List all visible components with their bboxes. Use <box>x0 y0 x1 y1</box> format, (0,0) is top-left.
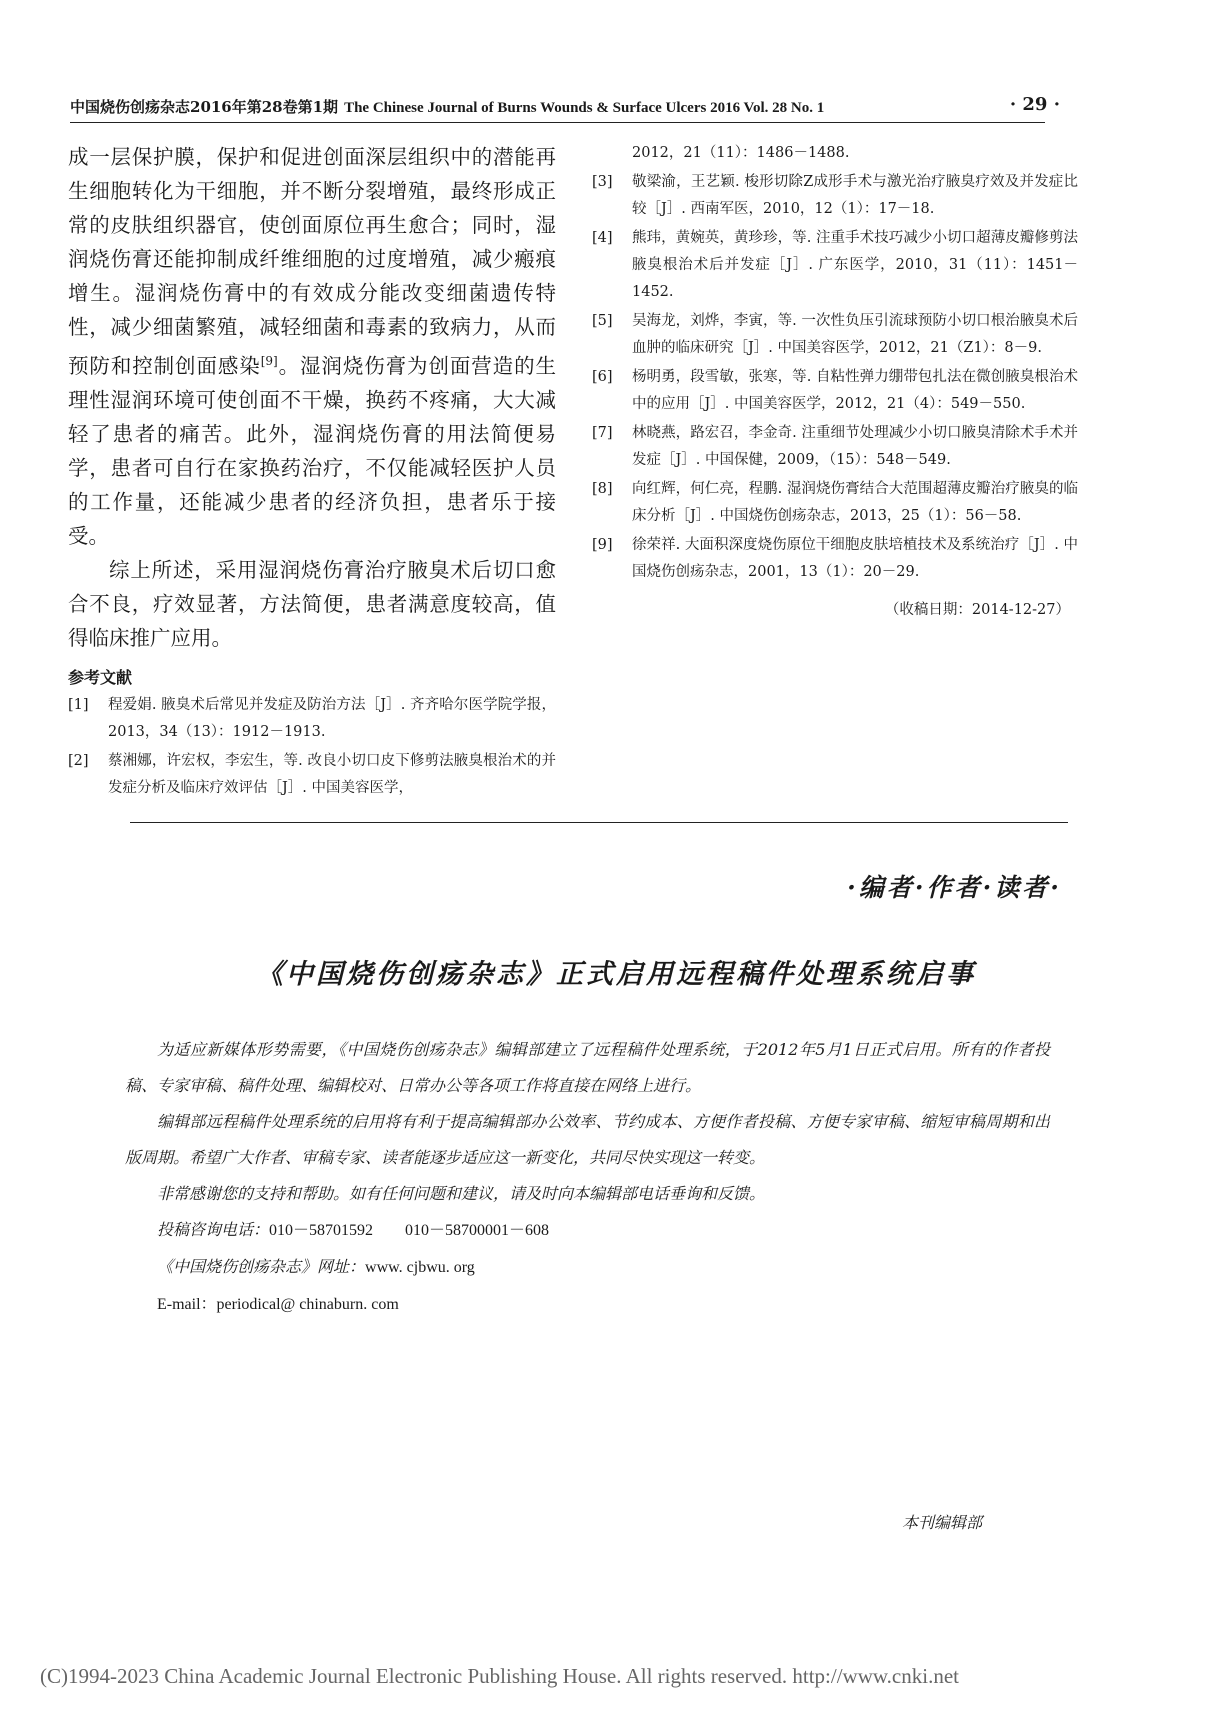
website-label: 《中国烧伤创疡杂志》网址： <box>157 1257 366 1276</box>
paragraph-text: 。湿润烧伤膏为创面营造的生理性湿润环境可使创面不干燥，换药不疼痛，大大减轻了患者的痛苦。此外，湿润烧伤膏的用法简便易学，患者可自行在家换药治疗，不仅能减轻医护人员的工作量，还能减少患者的经济负担，患者乐于接受。 <box>68 353 557 548</box>
reference-number: [5] <box>592 313 613 329</box>
reference-item <box>592 532 1078 586</box>
reference-text: 熊玮，黄婉英，黄珍珍，等. 注重手术技巧减少小切口超薄皮瓣修剪法腋臭根治术后并发症［J］. 广东医学，2010，31（11）：1451－1452. <box>632 230 1078 300</box>
reference-number: [3] <box>592 174 613 190</box>
notice-body <box>125 1032 1050 1323</box>
notice-email-line <box>125 1286 1050 1323</box>
references-heading: 参考文献 <box>68 667 133 687</box>
reference-item <box>68 692 556 746</box>
reference-number: [9] <box>592 537 613 553</box>
notice-phone-line <box>125 1212 1050 1249</box>
reference-number: [1] <box>68 696 89 713</box>
reference-item <box>592 169 1078 223</box>
reference-text: 吴海龙，刘烨，李寅，等. 一次性负压引流球预防小切口根治腋臭术后血肿的临床研究［J］. 中国美容医学，2012，21（Z1）：8－9. <box>632 313 1078 356</box>
reference-number: [4] <box>592 230 613 246</box>
right-column <box>592 140 1078 619</box>
citation-mark: [9] <box>260 354 278 368</box>
copyright-footer: (C)1994-2023 China Academic Journal Electronic Publishing House. All rights reserved. http://www.cnki.net <box>40 1664 959 1688</box>
body-paragraph-conclusion: 综上所述，采用湿润烧伤膏治疗腋臭术后切口愈合不良，疗效显著，方法简便，患者满意度较高，值得临床推广应用。 <box>68 557 556 650</box>
reference-item <box>592 308 1078 362</box>
section-divider <box>130 822 1068 823</box>
reference-item <box>592 420 1078 474</box>
running-header <box>70 96 1060 122</box>
reference-number: [6] <box>592 369 613 385</box>
journal-citation-header <box>70 96 824 117</box>
phone-numbers: 010－58701592 010－58700001－608 <box>269 1222 550 1239</box>
header-en: The Chinese Journal of Burns Wounds & Surface Ulcers 2016 Vol. 28 No. 1 <box>344 100 825 116</box>
received-date: （收稿日期：2014-12-27） <box>884 602 1070 618</box>
reference-text: 徐荣祥. 大面积深度烧伤原位干细胞皮肤培植技术及系统治疗［J］. 中国烧伤创疡杂志，2001，13（1）：20－29. <box>632 537 1078 580</box>
header-divider <box>70 122 1045 123</box>
notice-paragraph-2: 编辑部远程稿件处理系统的启用将有利于提高编辑部办公效率、节约成本、方便作者投稿、方便专家审稿、缩短审稿周期和出版周期。希望广大作者、审稿专家、读者能逐步适应这一新变化，共同尽快实现这一转变。 <box>125 1112 1050 1167</box>
reference-item <box>592 476 1078 530</box>
reference-text: 向红辉，何仁亮，程鹏. 湿润烧伤膏结合大范围超薄皮瓣治疗腋臭的临床分析［J］. 中国烧伤创疡杂志，2013，25（1）：56－58. <box>632 481 1078 524</box>
reference-text: 程爱娟. 腋臭术后常见并发症及防治方法［J］. 齐齐哈尔医学院学报，2013，34（13）：1912－1913. <box>108 696 556 740</box>
notice-website-line <box>125 1249 1050 1286</box>
reference-item <box>68 748 556 802</box>
notice-paragraph-1: 为适应新媒体形势需要，《中国烧伤创疡杂志》编辑部建立了远程稿件处理系统，于2012年5月1日正式启用。所有的作者投稿、专家审稿、稿件处理、编辑校对、日常办公等各项工作将直接在网络上进行。 <box>125 1040 1050 1095</box>
left-column <box>68 140 556 804</box>
notice-signature: 本刊编辑部 <box>901 1513 982 1532</box>
section-label: ·编者·作者·读者· <box>847 873 1062 902</box>
paragraph-text: 成一层保护膜，保护和促进创面深层组织中的潜能再生细胞转化为干细胞，并不断分裂增殖，最终形成正常的皮肤组织器官，使创面原位再生愈合；同时，湿润烧伤膏还能抑制成纤维细胞的过度增殖，减少瘢痕增生。湿润烧伤膏中的有效成分能改变细菌遗传特性，减少细菌繁殖，减轻细菌和毒素的致病力，从而预防和控制创面感染 <box>68 145 556 378</box>
notice-paragraph-3: 非常感谢您的支持和帮助。如有任何问题和建议，请及时向本编辑部电话垂询和反馈。 <box>157 1184 766 1203</box>
email-address: periodical@ chinaburn. com <box>216 1296 399 1313</box>
website-url: www. cjbwu. org <box>365 1259 475 1276</box>
header-cn: 中国烧伤创疡杂志2016年第28卷第1期 <box>70 98 339 116</box>
reference-item <box>592 364 1078 418</box>
reference-number: [8] <box>592 481 613 497</box>
reference-text: 杨明勇，段雪敏，张寒，等. 自粘性弹力绷带包扎法在微创腋臭根治术中的应用［J］. 中国美容医学，2012，21（4）：549－550. <box>632 369 1078 412</box>
email-label: E-mail： <box>157 1296 217 1313</box>
reference-text: 蔡湘娜，许宏权，李宏生，等. 改良小切口皮下修剪法腋臭根治术的并发症分析及临床疗效评估［J］. 中国美容医学， <box>108 752 556 796</box>
reference-continuation: 2012，21（11）：1486－1488. <box>632 145 850 161</box>
reference-item <box>592 225 1078 306</box>
reference-text: 敬梁渝，王艺颖. 梭形切除Z成形手术与激光治疗腋臭疗效及并发症比较［J］. 西南军医，2010，12（1）：17－18. <box>632 174 1078 217</box>
body-paragraph-1 <box>68 140 556 553</box>
reference-number: [2] <box>68 752 89 769</box>
notice-title: 《中国烧伤创疡杂志》正式启用远程稿件处理系统启事 <box>256 959 976 990</box>
page-number: · 29 · <box>1009 94 1060 115</box>
reference-text: 林晓燕，路宏召，李金奇. 注重细节处理减少小切口腋臭清除术手术并发症［J］. 中国保健，2009，（15）：548－549. <box>632 425 1078 468</box>
phone-label: 投稿咨询电话： <box>157 1220 270 1239</box>
reference-number: [7] <box>592 425 613 441</box>
